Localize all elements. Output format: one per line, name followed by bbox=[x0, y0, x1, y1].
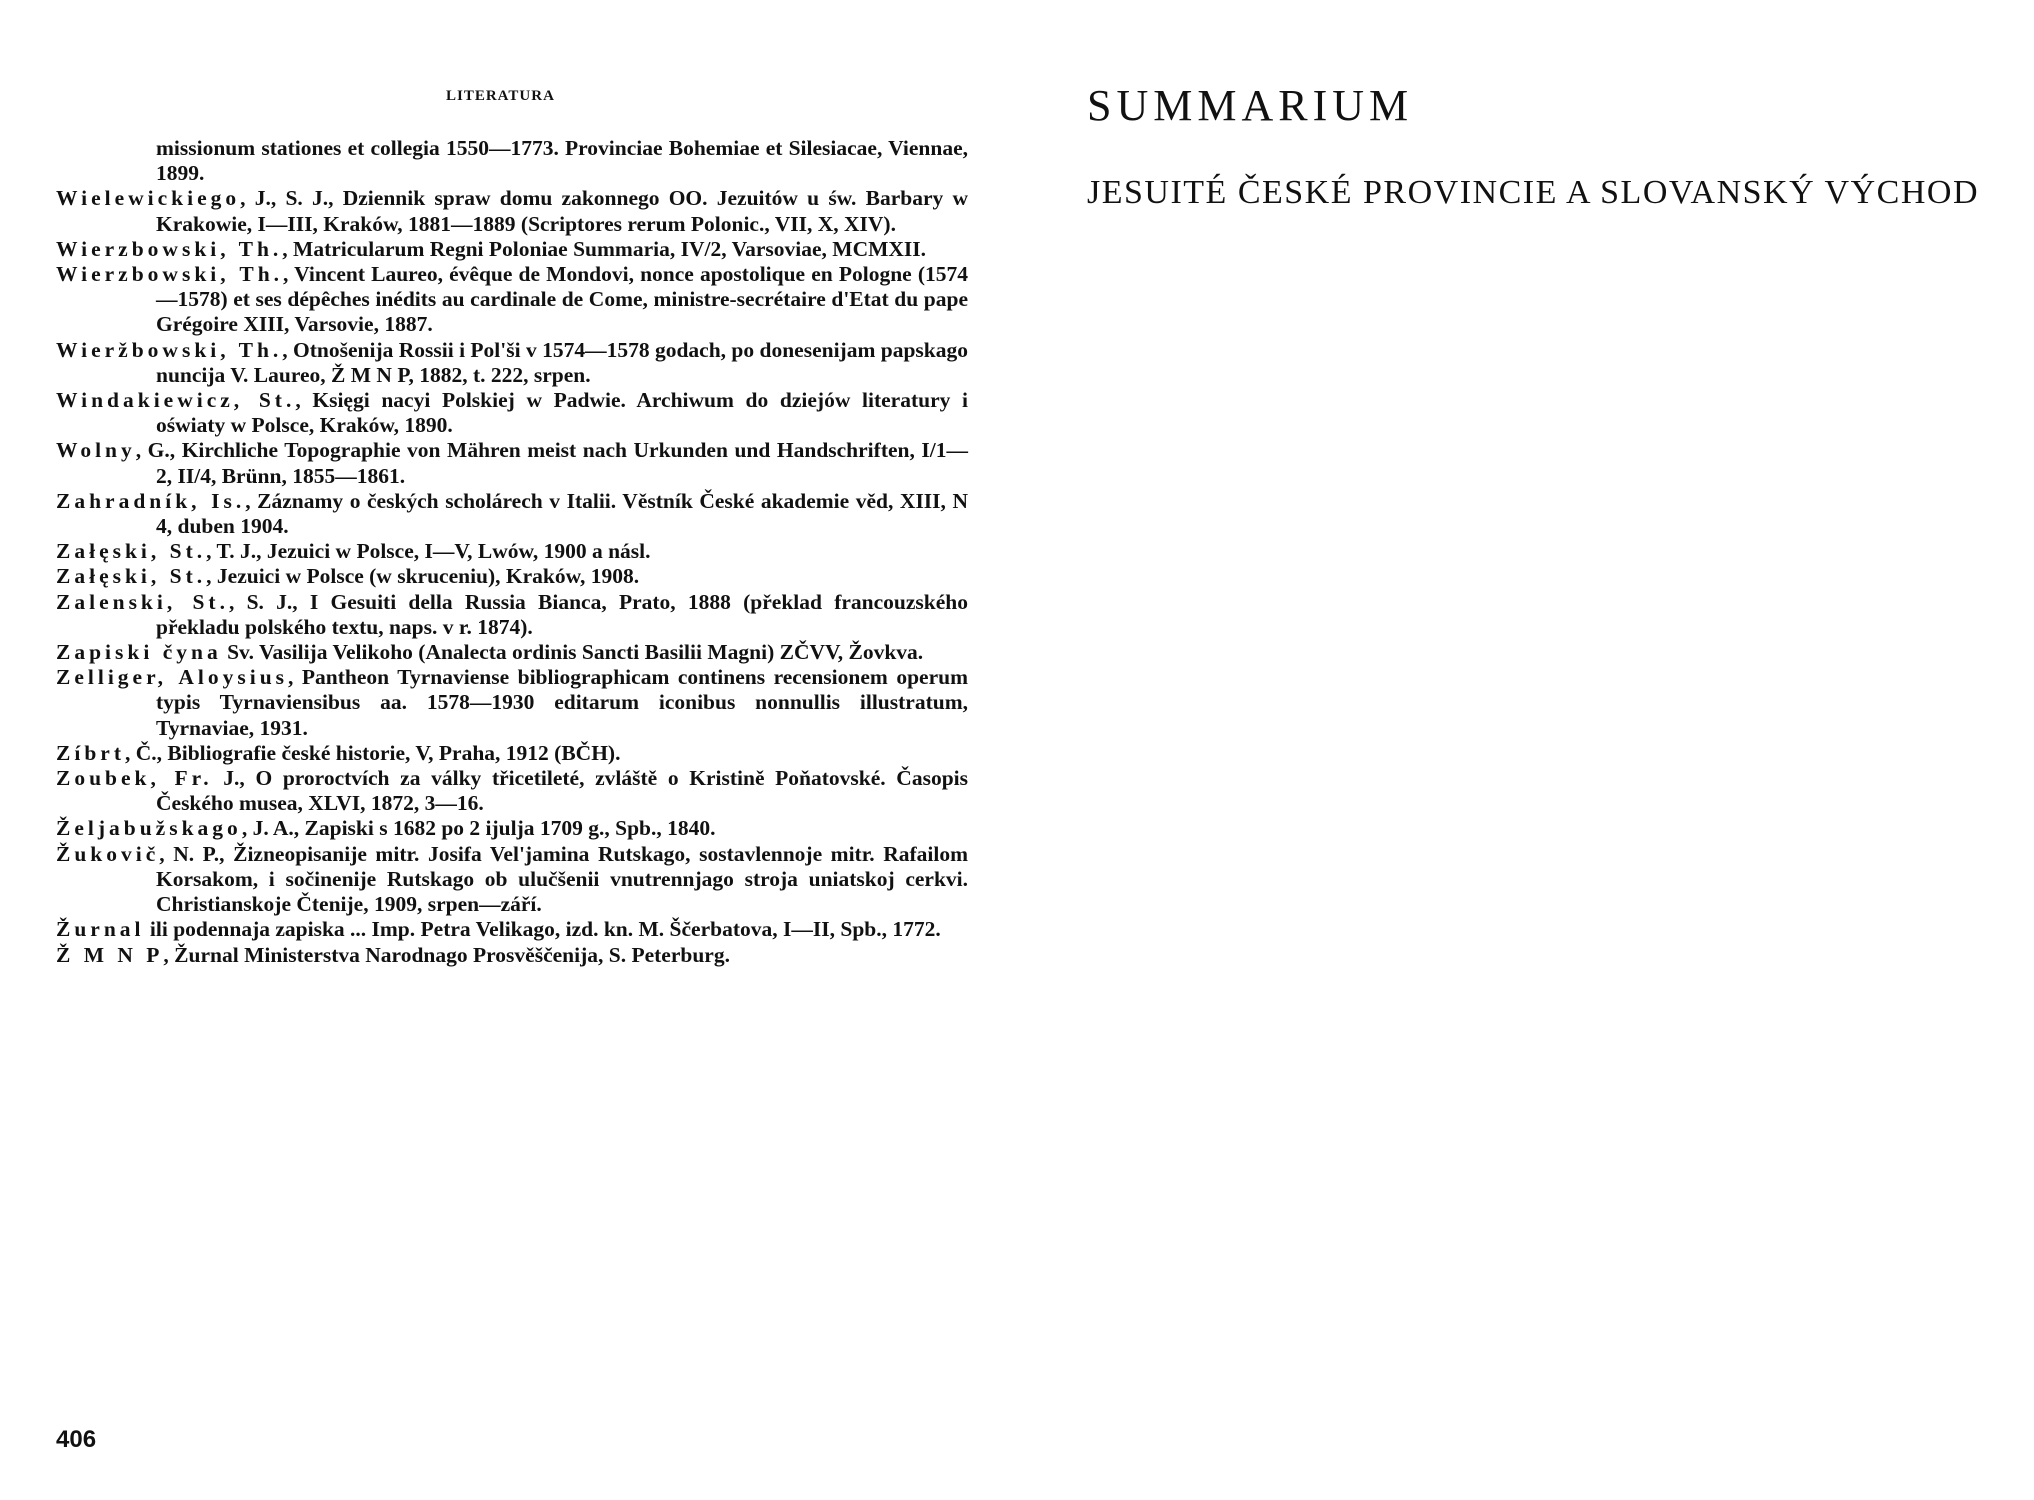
entry-text: , N. P., Žizneopisanije mitr. Josifa Vel'jamina Rutskago, sostavlennoje mitr. Rafailom Korsakom, i sočinenije Rutskago ob ulučšenii vnutrennjago stroja uniatskoj cerkvi. Christianskoje Čtenije, 1909, srpen—září. bbox=[156, 841, 968, 917]
bibliography-entry bbox=[56, 640, 968, 665]
entry-text: , Otnošenija Rossii i Pol'ši v 1574—1578 godach, po donesenijam papskago nuncija V. Laureo, Ž M N P, 1882, t. 222, srpen. bbox=[156, 337, 968, 387]
entry-text: , S. J., I Gesuiti della Russia Bianca, Prato, 1888 (překlad francouzského překladu polského textu, naps. v r. 1874). bbox=[156, 589, 968, 639]
entry-author: Wierzbowski, Th. bbox=[56, 236, 283, 261]
bibliography-entry bbox=[56, 438, 968, 488]
entry-author: Žurnal bbox=[56, 917, 145, 942]
bibliography-entry bbox=[56, 136, 968, 186]
entry-author: Zahradník, Is. bbox=[56, 488, 246, 513]
entry-text: , Jezuici w Polsce (w skruceniu), Kraków, 1908. bbox=[206, 564, 640, 589]
entry-author: Windakiewicz, St. bbox=[56, 388, 296, 413]
entry-author: Zelliger, Aloysius bbox=[56, 665, 289, 690]
entry-author: Zalenski, St. bbox=[56, 589, 229, 614]
bibliography-entry bbox=[56, 917, 968, 942]
entry-author: Załęski, St. bbox=[56, 564, 207, 589]
entry-text: , J., S. J., Dziennik spraw domu zakonnego OO. Jezuitów u św. Barbary w Krakowie, I—III, Kraków, 1881—1889 (Scriptores rerum Polonic., VII, X, XIV). bbox=[156, 186, 968, 236]
bibliography-entry bbox=[56, 237, 968, 262]
bibliography-entry bbox=[56, 489, 968, 539]
entry-text: , Žurnal Ministerstva Narodnago Prosvěščenija, S. Peterburg. bbox=[163, 942, 730, 967]
page-number: 406 bbox=[56, 1426, 97, 1453]
bibliography-entry bbox=[56, 665, 968, 741]
right-page bbox=[1017, 0, 2034, 1500]
entry-author: Zoubek, Fr. bbox=[56, 766, 213, 791]
bibliography-entry bbox=[56, 766, 968, 816]
bibliography-entry bbox=[56, 262, 968, 338]
bibliography-entry bbox=[56, 842, 968, 918]
bibliography-entry bbox=[56, 186, 968, 236]
entry-author: Wierzbowski, Th. bbox=[56, 262, 284, 287]
entry-text: ili podennaja zapiska ... Imp. Petra Velikago, izd. kn. M. Ščerbatova, I—II, Spb., 1772. bbox=[144, 917, 941, 942]
bibliography-entry bbox=[56, 539, 968, 564]
entry-author: Zapiski čyna bbox=[56, 640, 222, 665]
entry-author: Załęski, St. bbox=[56, 539, 207, 564]
entry-author: Zíbrt bbox=[56, 740, 125, 765]
entry-author: Wielewickiego bbox=[56, 186, 241, 211]
entry-text: , Záznamy o českých scholárech v Italii. Věstník České akademie věd, XIII, N 4, duben 1904. bbox=[156, 488, 968, 539]
entry-text: , Matricularum Regni Poloniae Summaria, IV/2, Varsoviae, MCMXII. bbox=[282, 236, 927, 261]
entry-text: , T. J., Jezuici w Polsce, I—V, Lwów, 1900 a násl. bbox=[206, 539, 651, 564]
entry-text: , G., Kirchliche Topographie von Mähren meist nach Urkunden und Handschriften, I/1—2, II/4, Brünn, 1855—1861. bbox=[135, 438, 968, 488]
entry-text: , Č., Bibliografie české historie, V, Praha, 1912 (BČH). bbox=[124, 740, 621, 765]
entry-text: Sv. Vasilija Velikoho (Analecta ordinis Sancti Basilii Magni) ZČVV, Žovkva. bbox=[221, 640, 924, 665]
entry-author: Željabužskago bbox=[56, 816, 242, 841]
bibliography-entry bbox=[56, 388, 968, 438]
entry-text: J., O proroctvích za války třicetileté, zvláště o Kristině Poňatovské. Časopis Českého musea, XLVI, 1872, 3—16. bbox=[156, 766, 968, 816]
bibliography-entry bbox=[56, 816, 968, 841]
entry-author: Ž M N P bbox=[56, 942, 164, 967]
entry-text: , J. A., Zapiski s 1682 po 2 ijulja 1709 g., Spb., 1840. bbox=[241, 816, 716, 841]
summary-subtitle: JESUITÉ ČESKÉ PROVINCIE A SLOVANSKÝ VÝCHOD bbox=[1087, 174, 1979, 211]
summary-title: SUMMARIUM bbox=[1087, 81, 1414, 130]
bibliography-entry bbox=[56, 564, 968, 589]
entry-text: , Księgi nacyi Polskiej w Padwie. Archiwum do dziejów literatury i oświaty w Polsce, Kraków, 1890. bbox=[156, 388, 968, 438]
bibliography-entry bbox=[56, 943, 968, 968]
entry-author: Žukovič bbox=[56, 841, 160, 866]
entry-author: Wolny bbox=[56, 438, 136, 463]
bibliography-list bbox=[56, 136, 968, 968]
bibliography-entry bbox=[56, 338, 968, 388]
bibliography-entry bbox=[56, 590, 968, 640]
entry-author: Wieržbowski, Th. bbox=[56, 337, 283, 362]
entry-text: , Vincent Laureo, évêque de Mondovi, nonce apostolique en Pologne (1574—1578) et ses dépêches inédits au cardinale de Come, ministre-secrétaire d'Etat du pape Grégoire XIII, Varsovie, 1887. bbox=[156, 262, 968, 337]
running-head: LITERATURA bbox=[446, 88, 555, 104]
entry-text: missionum stationes et collegia 1550—1773. Provinciae Bohemiae et Silesiacae, Viennae, 1899. bbox=[156, 136, 968, 186]
bibliography-entry bbox=[56, 741, 968, 766]
entry-text: , Pantheon Tyrnaviense bibliographicam continens recensionem operum typis Tyrnaviensibus aa. 1578—1930 editarum iconibus nonnullis illustratum, Tyrnaviae, 1931. bbox=[156, 665, 968, 740]
